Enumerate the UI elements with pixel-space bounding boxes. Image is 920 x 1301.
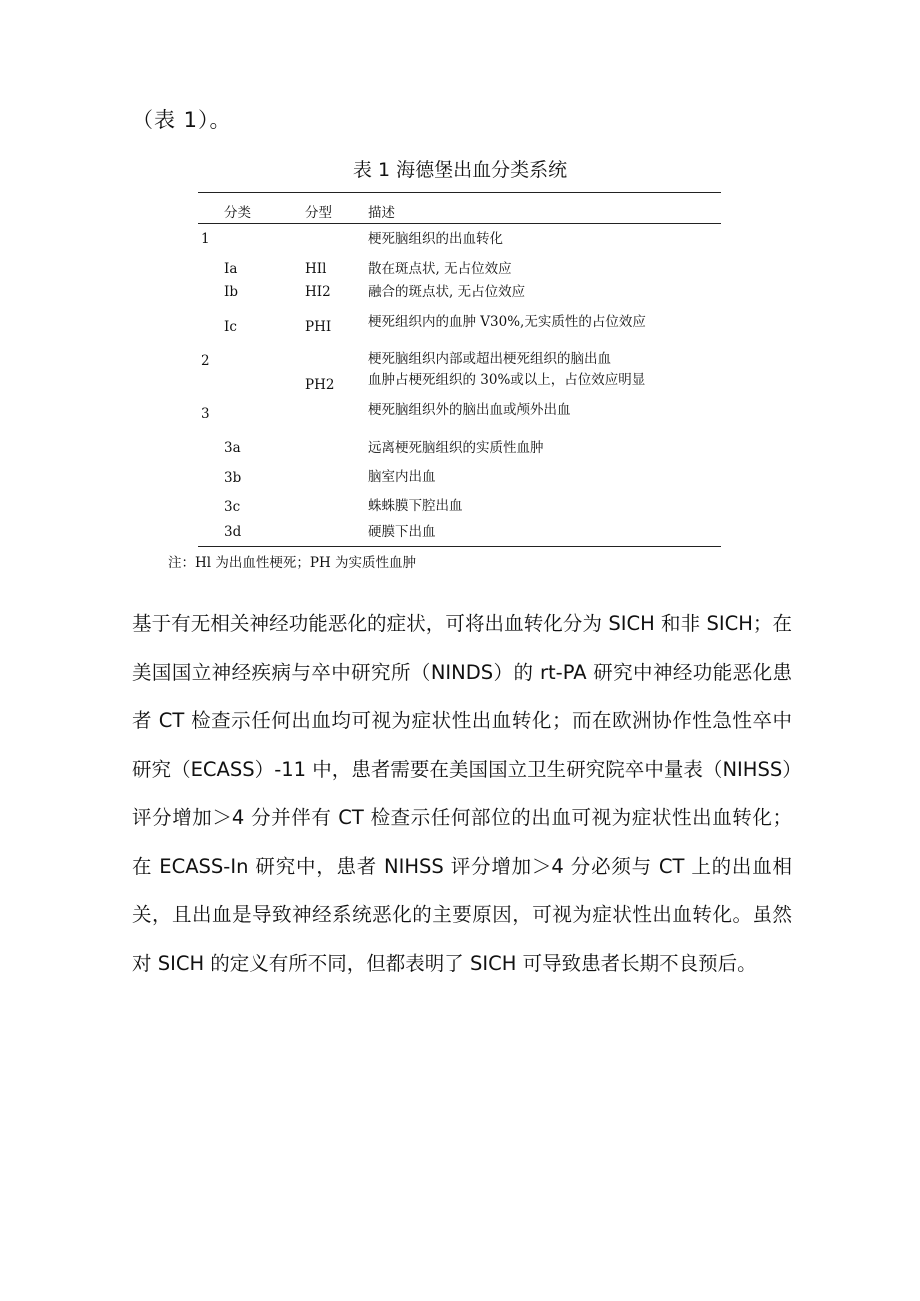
table-cell-description: 脑室内出血 (368, 469, 436, 485)
table-cell-category: 3d (224, 524, 242, 540)
body-paragraph: 基于有无相关神经功能恶化的症状，可将出血转化分为 SICH 和非 SICH；在美国国立神经疾病与卒中研究所（NINDS）的 rt-PA 研究中神经功能恶化患者 CT 检查示任何出血均可视为症状性出血转化；而在欧洲协作性急性卒中研究（ECASS）-11 中，患者需要在美国国立卫生研究院卒中量表（NIHSS）评分增加＞4 分并伴有 CT 检查示任何部位的出血可视为症状性出血转化；在 ECASS-In 研究中，患者 NIHSS 评分增加＞4 分必须与 CT 上的出血相关，且出血是导致神经系统恶化的主要原因，可视为症状性出血转化。虽然对 SICH 的定义有所不同，但都表明了 SICH 可导致患者长期不良预后。 (132, 612, 792, 975)
table-bottom-rule (198, 546, 721, 547)
table-cell-description: 远离梗死脑组织的实质性血肿 (368, 440, 544, 456)
table-cell-description: 梗死脑组织的出血转化 (368, 231, 503, 247)
header-type: 分型 (305, 205, 332, 221)
table-cell-description: 血肿占梗死组织的 30%或以上，占位效应明显 (368, 372, 646, 388)
table-cell-description: 融合的斑点状, 无占位效应 (368, 284, 526, 300)
table-header-rule (198, 223, 721, 224)
table-reference: （表 1）。 (132, 108, 232, 132)
table-caption: 表 1 海德堡出血分类系统 (352, 159, 568, 181)
table-cell-category: 2 (201, 353, 210, 369)
header-description: 描述 (368, 205, 395, 221)
table-cell-description: 梗死组织内的血肿 V30%,无实质性的占位效应 (368, 314, 646, 330)
table-note: 注：Hl 为出血性梗死；PH 为实质性血肿 (168, 555, 417, 571)
table-cell-category: 3 (201, 406, 210, 422)
table-cell-category: Ia (224, 261, 238, 277)
table-cell-category: 3a (224, 440, 241, 456)
table-cell-description: 梗死脑组织内部或超出梗死组织的脑出血 (368, 351, 611, 367)
table-cell-description: 散在斑点状, 无占位效应 (368, 261, 512, 277)
table-cell-category: 1 (201, 231, 210, 247)
table-cell-type: HI2 (305, 284, 331, 300)
table-cell-category: Ib (224, 284, 238, 300)
table-cell-category: Ic (224, 319, 237, 335)
table-cell-category: 3b (224, 470, 242, 486)
table-top-rule (198, 192, 721, 193)
table-cell-description: 梗死脑组织外的脑出血或颅外出血 (368, 402, 571, 418)
table-cell-type: HIl (305, 261, 327, 277)
table-cell-category: 3c (224, 499, 241, 515)
table-cell-type: PH2 (305, 377, 335, 393)
header-category: 分类 (224, 205, 251, 221)
table-cell-type: PHI (305, 319, 332, 335)
table-cell-description: 蛛蛛膜下腔出血 (368, 498, 463, 514)
table-cell-description: 硬膜下出血 (368, 524, 436, 540)
